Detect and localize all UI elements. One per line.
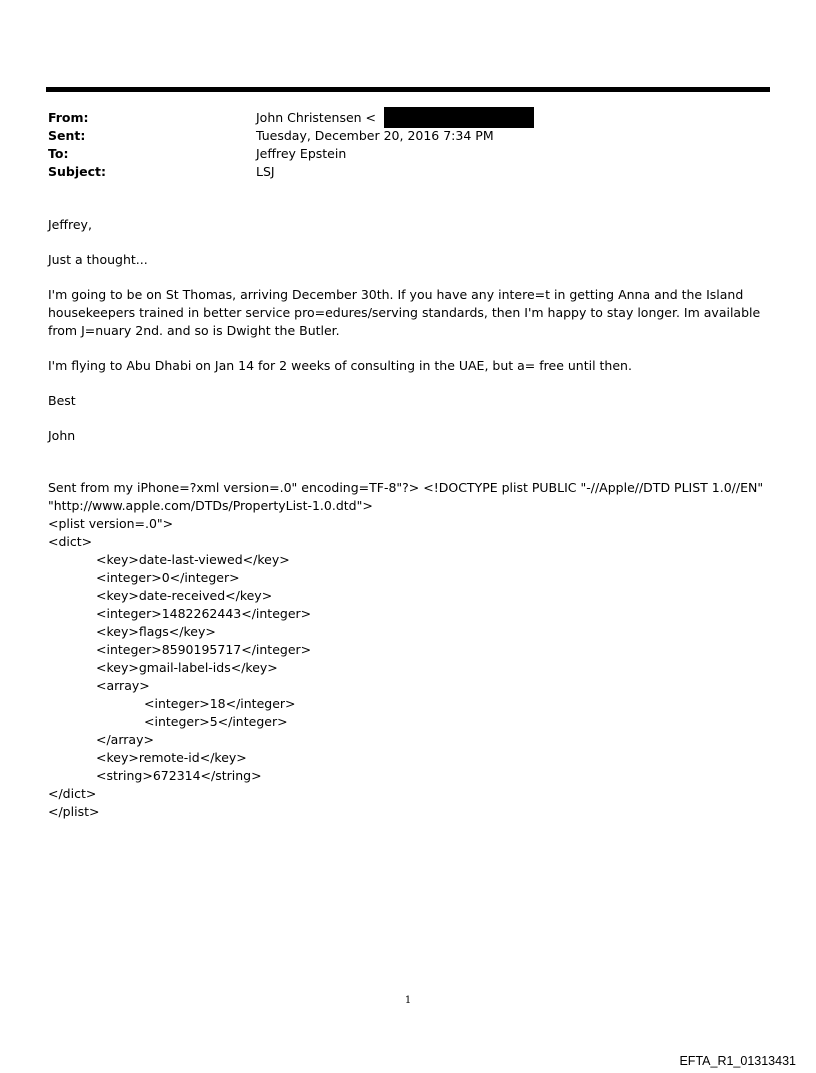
plist-line: <key>date-received</key> (96, 588, 273, 603)
plist-line: <array> (96, 678, 150, 693)
plist-line: <string>672314</string> (96, 768, 262, 783)
plist-line: <integer>18</integer> (144, 696, 296, 711)
plist-line: </plist> (48, 804, 100, 819)
subject-row (48, 162, 768, 180)
from-value (256, 107, 534, 128)
plist-line: <key>date-last-viewed</key> (96, 552, 290, 567)
to-value: Jeffrey Epstein (256, 145, 347, 161)
header-rule (46, 87, 770, 92)
sent-row (48, 126, 768, 144)
bates-number: EFTA_R1_01313431 (679, 1054, 796, 1068)
from-row (48, 108, 768, 126)
plist-line: <dict> (48, 534, 93, 549)
plist-line: <key>flags</key> (96, 624, 216, 639)
closing: Best (48, 393, 76, 408)
signature: John (48, 428, 76, 443)
subject-label: Subject: (48, 163, 106, 179)
greeting: Jeffrey, (48, 217, 92, 232)
from-label: From: (48, 109, 89, 125)
plist-line: <integer>8590195717</integer> (96, 642, 312, 657)
email-body (48, 216, 768, 821)
to-label: To: (48, 145, 69, 161)
page-number: 1 (404, 995, 412, 1006)
plist-line: <integer>0</integer> (96, 570, 240, 585)
subject-value: LSJ (256, 163, 275, 179)
paragraph-2: I'm going to be on St Thomas, arriving December 30th. If you have any intere=t in getting Anna and the Island housekeepers trained in better service pro=edures/serving standards, then I'm happy to stay longer. Im available from J=nuary 2nd. and so is Dwight the Butler. (48, 287, 761, 338)
plist-line: <integer>1482262443</integer> (96, 606, 312, 621)
sent-label: Sent: (48, 127, 86, 143)
plist-line: <plist version=.0"> (48, 516, 174, 531)
email-header (48, 108, 768, 180)
from-name: John Christensen < (256, 109, 377, 125)
plist-line: <key>gmail-label-ids</key> (96, 660, 278, 675)
sent-from-line: Sent from my iPhone=?xml version=.0" encoding=TF-8"?> <!DOCTYPE plist PUBLIC "-//Apple//DTD PLIST 1.0//EN" "http://www.apple.com/DTDs/PropertyList-1.0.dtd"> (48, 480, 764, 513)
sent-value: Tuesday, December 20, 2016 7:34 PM (256, 127, 494, 143)
paragraph-1: Just a thought... (48, 252, 148, 267)
plist-line: <integer>5</integer> (144, 714, 288, 729)
redaction-box (384, 107, 534, 128)
paragraph-3: I'm flying to Abu Dhabi on Jan 14 for 2 weeks of consulting in the UAE, but a= free until then. (48, 358, 632, 373)
to-row (48, 144, 768, 162)
plist-line: <key>remote-id</key> (96, 750, 247, 765)
plist-line: </array> (96, 732, 154, 747)
plist-line: </dict> (48, 786, 97, 801)
